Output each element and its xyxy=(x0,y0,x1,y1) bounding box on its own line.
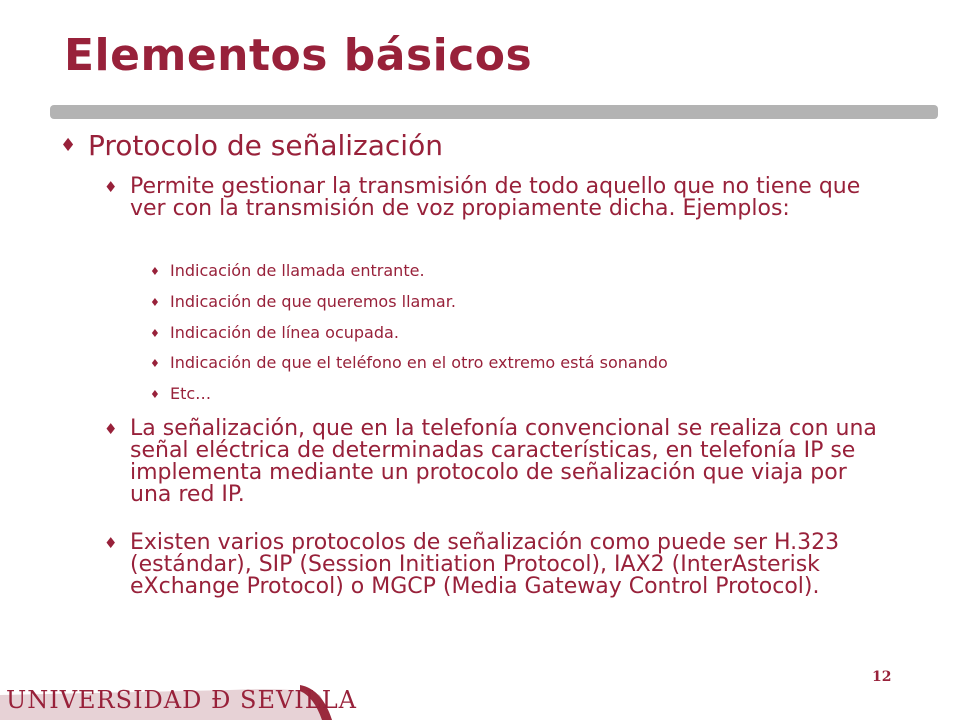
example-text: Indicación de que el teléfono en el otro extremo está sonando xyxy=(170,353,668,372)
diamond-bullet-icon: ♦ xyxy=(60,135,77,156)
example-text: Indicación de línea ocupada. xyxy=(170,323,399,342)
diamond-bullet-icon: ♦ xyxy=(104,178,118,196)
diamond-bullet-icon: ♦ xyxy=(150,265,160,278)
diamond-bullet-icon: ♦ xyxy=(104,534,118,552)
example-text: Etc… xyxy=(170,384,212,403)
diamond-bullet-icon: ♦ xyxy=(150,388,160,401)
protocols-bullet-item xyxy=(104,532,894,598)
diamond-bullet-icon: ♦ xyxy=(150,357,160,370)
diamond-bullet-icon: ♦ xyxy=(104,420,118,438)
signaling-text: La señalización, que en la telefonía convencional se realiza con una señal eléctrica de determinadas características, en telefonía IP se implementa mediante un protocolo de señalización que viaja por una red IP. xyxy=(130,416,877,507)
diamond-bullet-icon: ♦ xyxy=(150,327,160,340)
diamond-bullet-icon: ♦ xyxy=(150,296,160,309)
title-underline-bar xyxy=(50,105,938,119)
signaling-bullet-item xyxy=(104,418,894,506)
university-logo-text: UNIVERSIDAD Ð SEVILLA xyxy=(6,686,357,714)
section-heading: Protocolo de señalización xyxy=(88,129,443,162)
intro-text: Permite gestionar la transmisión de todo aquello que no tiene que ver con la transmisión de voz propiamente dicha. Ejemplos: xyxy=(130,174,861,221)
page-number: 12 xyxy=(872,669,892,685)
example-text: Indicación de llamada entrante. xyxy=(170,261,425,280)
intro-bullet-item xyxy=(104,176,894,220)
protocols-text: Existen varios protocolos de señalización como puede ser H.323 (estándar), SIP (Session Initiation Protocol), IAX2 (InterAsterisk eXchange Protocol) o MGCP (Media Gateway Control Protocol). xyxy=(130,530,840,599)
example-text: Indicación de que queremos llamar. xyxy=(170,292,456,311)
slide-title: Elementos básicos xyxy=(64,30,533,81)
